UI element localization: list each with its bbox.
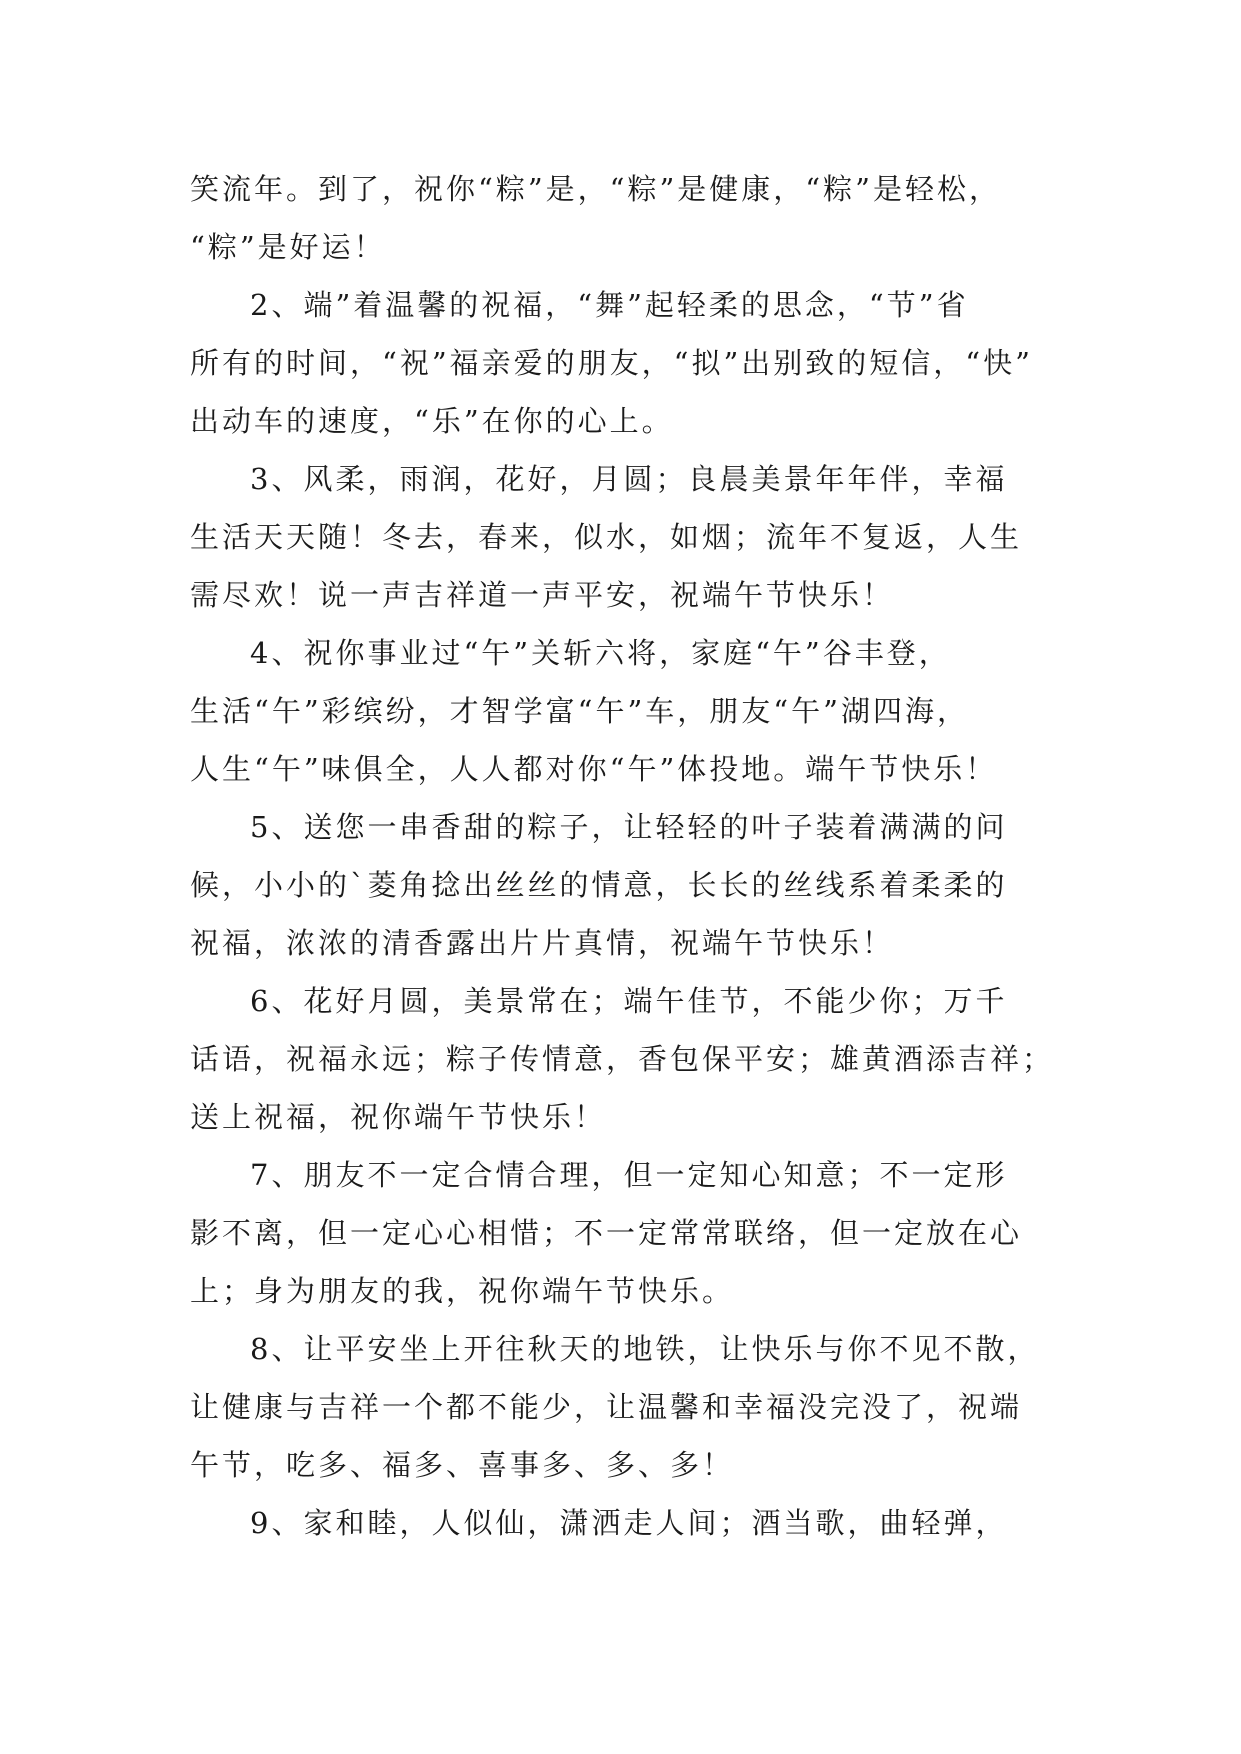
document-body [190, 160, 1060, 1552]
text-line: 送上祝福，祝你端午节快乐！ [190, 1100, 607, 1134]
paragraph-8-start: 8、让平安坐上开往秋天的地铁，让快乐与你不见不散， [250, 1332, 1040, 1366]
paragraph-5-start: 5、送您一串香甜的粽子，让轻轻的叶子装着满满的问 [250, 810, 1008, 844]
text-line: 午节，吃多、福多、喜事多、多、多！ [190, 1448, 735, 1482]
text-line: 祝福，浓浓的清香露出片片真情，祝端午节快乐！ [190, 926, 895, 960]
text-line: 影不离，但一定心心相惜；不一定常常联络，但一定放在心 [190, 1216, 1023, 1250]
text-line: 话语，祝福永远；粽子传情意，香包保平安；雄黄酒添吉祥； [190, 1042, 1055, 1076]
text-line: 上；身为朋友的我，祝你端午节快乐。 [190, 1274, 735, 1308]
paragraph-6-start: 6、花好月圆，美景常在；端午佳节，不能少你；万千 [250, 984, 1008, 1018]
text-line: 让健康与吉祥一个都不能少，让温馨和幸福没完没了，祝端 [190, 1390, 1023, 1424]
paragraph-9-start: 9、家和睦，人似仙，潇洒走人间；酒当歌，曲轻弹， [250, 1506, 1008, 1540]
text-line: 候，小小的`菱角捻出丝丝的情意，长长的丝线系着柔柔的 [190, 868, 1008, 902]
text-line: 人生“午”味俱全，人人都对你“午”体投地。端午节快乐！ [190, 752, 998, 786]
paragraph-4-start: 4、祝你事业过“午”关斩六将，家庭“午”谷丰登， [250, 636, 951, 670]
text-line: 出动车的速度，“乐”在你的心上。 [190, 404, 674, 438]
paragraph-2-start: 2、端”着温馨的祝福，“舞”起轻柔的思念，“节”省 [250, 288, 969, 322]
text-line: 需尽欢！说一声吉祥道一声平安，祝端午节快乐！ [190, 578, 895, 612]
text-line: “粽”是好运！ [190, 230, 386, 264]
text-line: 生活“午”彩缤纷，才智学富“午”车，朋友“午”湖四海， [190, 694, 969, 728]
text-line: 所有的时间，“祝”福亲爱的朋友，“拟”出别致的短信，“快” [190, 346, 1033, 380]
text-line: 笑流年。到了，祝你“粽”是，“粽”是健康，“粽”是轻松， [190, 172, 1001, 206]
text-line: 生活天天随！冬去，春来，似水，如烟；流年不复返，人生 [190, 520, 1023, 554]
paragraph-7-start: 7、朋友不一定合情合理，但一定知心知意；不一定形 [250, 1158, 1008, 1192]
paragraph-3-start: 3、风柔，雨润，花好，月圆；良晨美景年年伴，幸福 [250, 462, 1008, 496]
